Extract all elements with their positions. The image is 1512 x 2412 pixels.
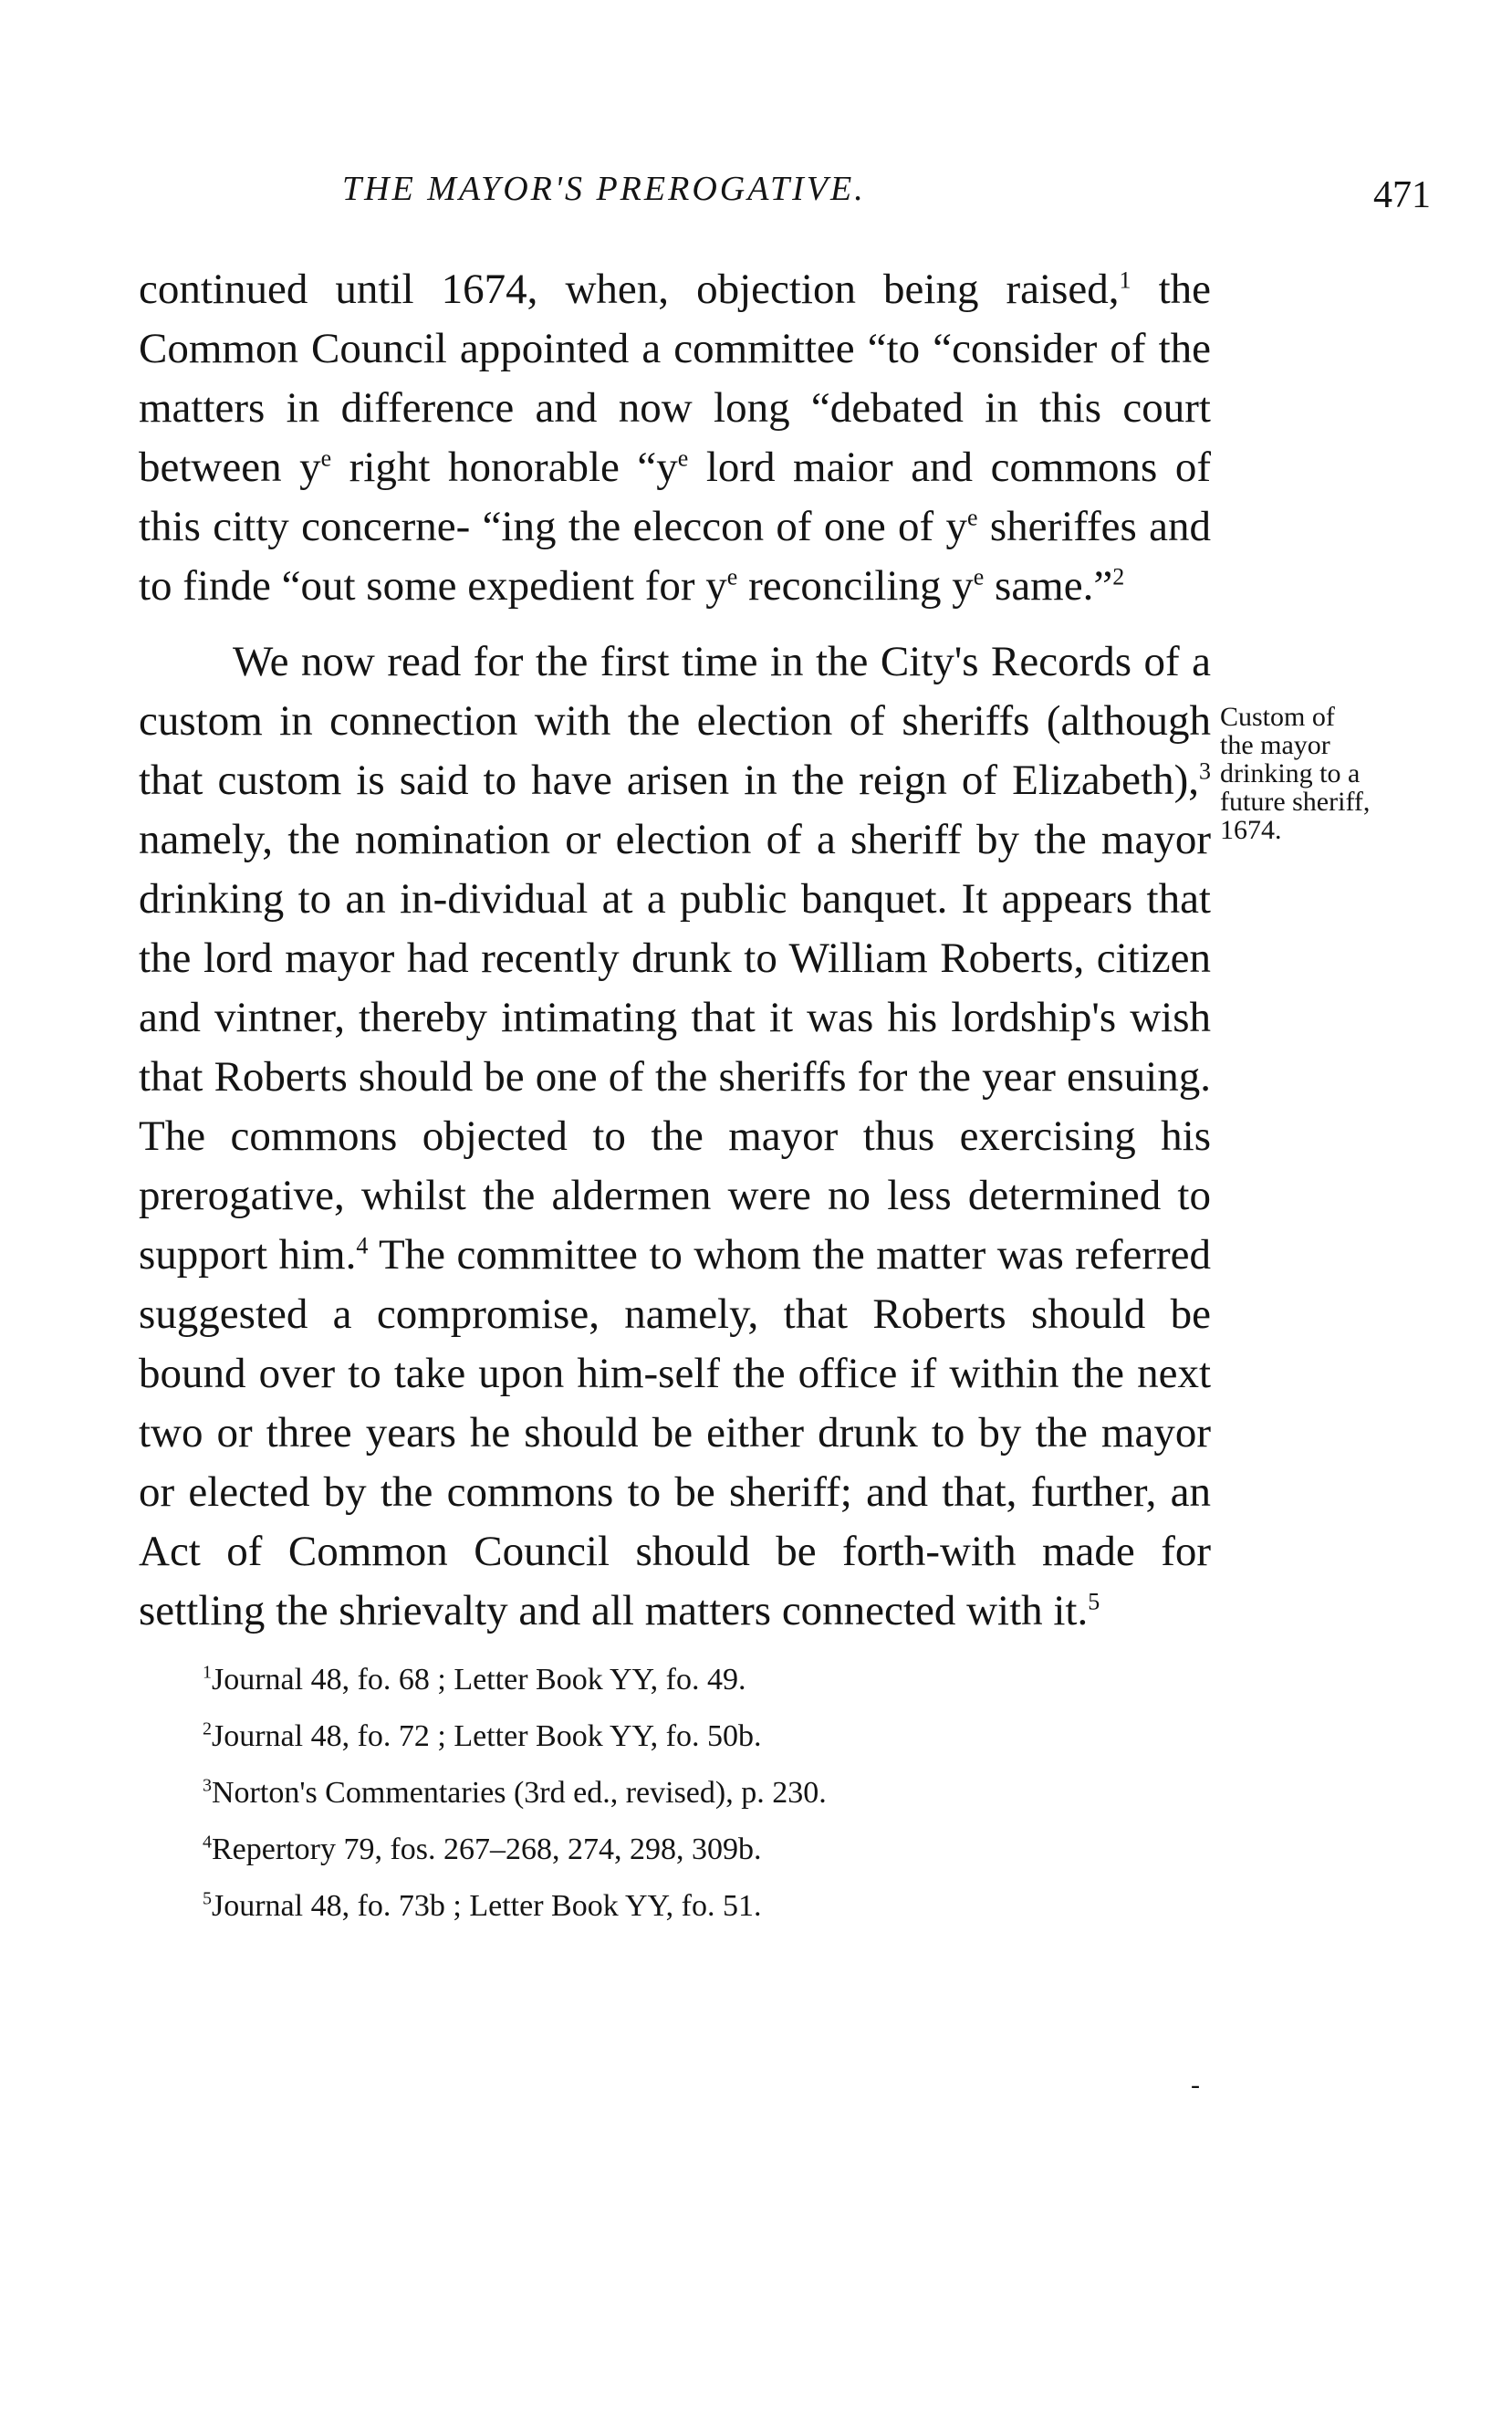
margin-note-line: 1674.: [1220, 815, 1282, 845]
footnote-number: 3: [203, 1775, 212, 1796]
superscript: e: [677, 444, 689, 472]
superscript: e: [726, 563, 738, 590]
text-run: lord maior and commons of this citty concerne- “ing the eleccon of one of y: [139, 444, 1211, 550]
superscript: e: [973, 563, 985, 590]
superscript: 5: [1088, 1588, 1100, 1615]
footnote-text: Norton's Commentaries (3rd ed., revised), p. 230.: [212, 1776, 827, 1810]
footnote: [203, 1708, 1206, 1765]
footnote-number: 4: [203, 1832, 212, 1853]
paragraph-1: [139, 260, 1211, 616]
superscript: 4: [356, 1232, 369, 1259]
text-run: sheriffes and to finde “out some expedient for y: [139, 503, 1211, 610]
footnote-number: 5: [203, 1888, 212, 1909]
footnote-number: 2: [203, 1718, 212, 1739]
text-run: continued until 1674, when, objection being raised,: [139, 266, 1120, 313]
footnote-text: Repertory 79, fos. 267–268, 274, 298, 309b.: [212, 1832, 762, 1866]
page-number: 471: [1373, 174, 1431, 216]
running-title: THE MAYOR'S PREROGATIVE.: [342, 170, 866, 208]
footnote-text: Journal 48, fo. 73b ; Letter Book YY, fo. 51.: [212, 1889, 762, 1923]
superscript: 3: [1199, 757, 1211, 785]
superscript: e: [967, 504, 978, 531]
footnote-number: 1: [203, 1662, 212, 1683]
margin-note-line: Custom of: [1220, 702, 1335, 732]
margin-note: [1220, 703, 1439, 844]
text-run: the Common Council appointed a committee “to “consider of the matters in difference and now long “debated in this court between y: [139, 266, 1212, 491]
footnote-text: Journal 48, fo. 72 ; Letter Book YY, fo. 50b.: [212, 1719, 762, 1753]
footnote: [203, 1878, 1206, 1935]
text-run: The committee to whom the matter was referred suggested a compromise, namely, that Roberts should be bound over to take upon him-self the office if within the next two or three years he should be either drunk to by the mayor or elected by the commons to be sheriff; and that, further, an Act of Common Council should be forth-with made for settling the shrievalty and all matters connected with it.: [139, 1231, 1211, 1634]
footnote-text: Journal 48, fo. 68 ; Letter Book YY, fo. 49.: [212, 1663, 746, 1697]
footnote: [203, 1822, 1206, 1878]
stray-print-mark: -: [1191, 2070, 1200, 2100]
margin-note-line: the mayor: [1220, 730, 1330, 760]
footnote: [203, 1652, 1206, 1708]
margin-note-line: future sheriff,: [1220, 787, 1371, 817]
paragraph-2: [139, 632, 1211, 1641]
footnote: [203, 1765, 1206, 1822]
margin-note-line: drinking to a: [1220, 758, 1361, 788]
body-text: [139, 260, 1211, 1641]
text-run: reconciling y: [737, 562, 974, 610]
text-run: We now read for the first time in the City's Records of a custom in connection with the election of sheriffs (although that custom is said to have arisen in the reign of Elizabeth),: [139, 638, 1211, 804]
superscript: 1: [1119, 266, 1131, 294]
superscript: 2: [1112, 563, 1125, 590]
superscript: e: [320, 444, 332, 472]
footnotes: [203, 1652, 1206, 1935]
text-run: right honorable “y: [331, 444, 678, 491]
text-run: namely, the nomination or election of a sheriff by the mayor drinking to an in-dividual at a public banquet. It appears that the lord mayor had recently drunk to William Roberts, citizen and vintner, thereby intimating that it was his lordship's wish that Roberts should be one of the sheriffs for the year ensuing. The commons objected to the mayor thus exercising his prerogative, whilst the aldermen were no less determined to support him.: [139, 816, 1211, 1279]
text-run: same.”: [984, 562, 1113, 610]
